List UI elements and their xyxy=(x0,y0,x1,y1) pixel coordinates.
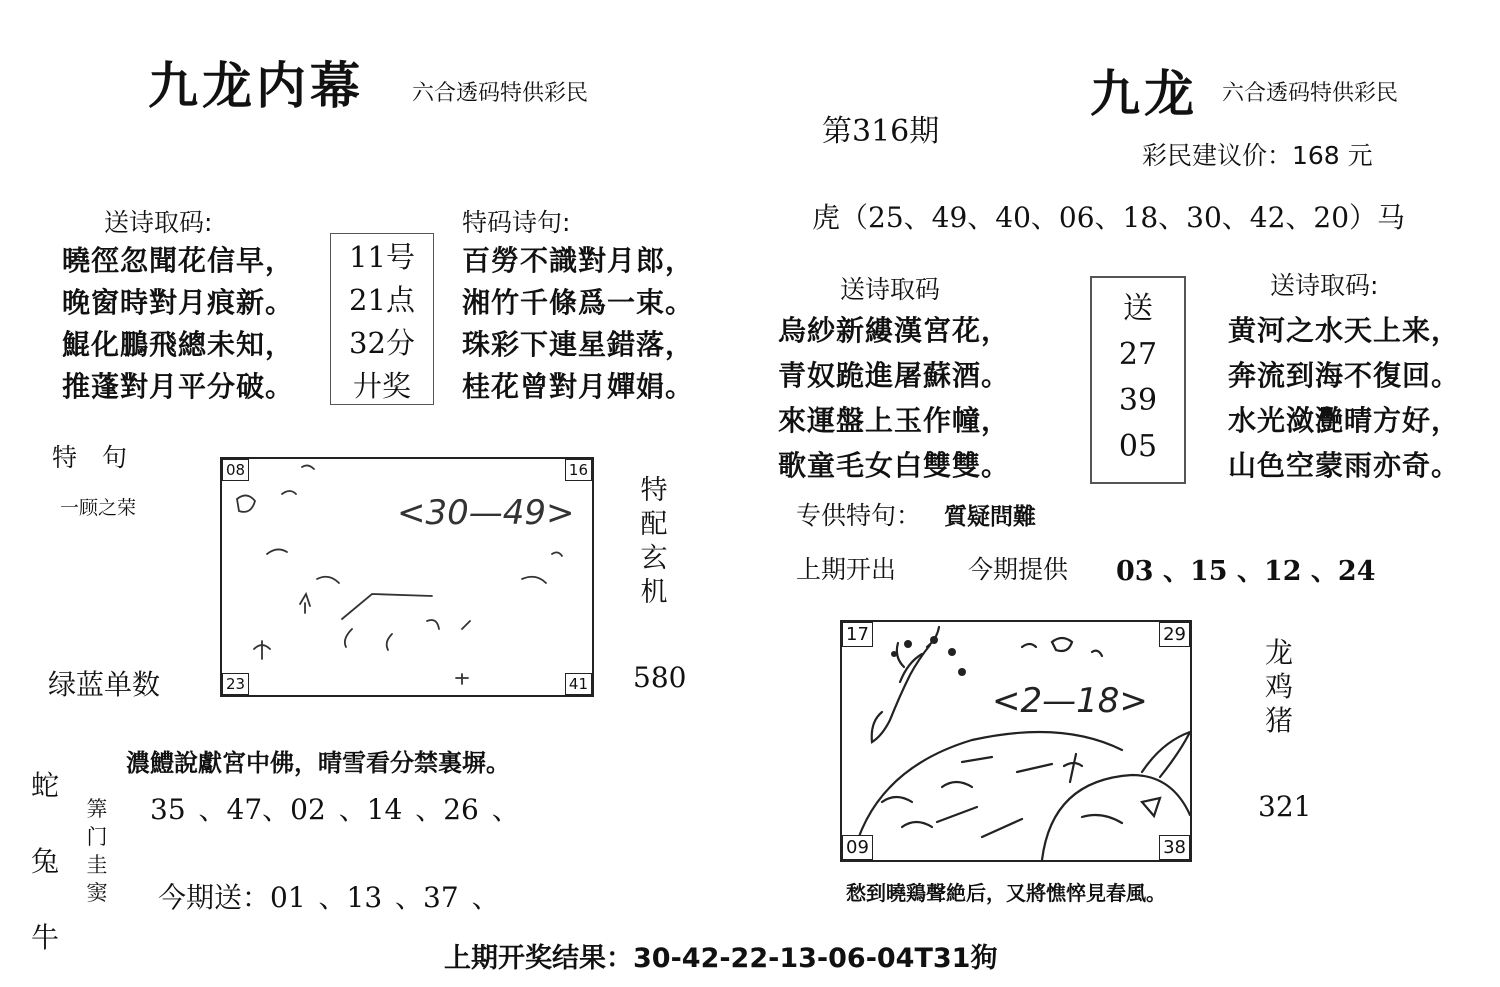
poem-line: 水光潋灧晴方好， xyxy=(1228,404,1461,437)
poem-line: 百勞不識對月郎， xyxy=(462,244,695,277)
poem-line: 鯤化鵬飛總未知， xyxy=(62,328,295,361)
number-321: 321 xyxy=(1258,790,1312,823)
riddle-char: 筭 xyxy=(86,797,108,821)
last-label: 上期开出 xyxy=(796,555,897,584)
special-value: 質疑問難 xyxy=(944,503,1036,530)
left-poem-heading: 送诗取码: xyxy=(104,208,213,237)
side-label xyxy=(637,474,671,610)
provide-label: 今期提供 xyxy=(968,555,1069,584)
corner-number: 38 xyxy=(1159,835,1190,860)
poem-line: 黄河之水天上来， xyxy=(1228,314,1461,347)
side-char: 特 xyxy=(640,475,668,506)
right-poem-left xyxy=(778,308,1010,488)
number-580: 580 xyxy=(633,661,687,694)
last-draw-result: 上期开奖结果：30-42-22-13-06-04T31狗 xyxy=(444,943,998,974)
send-box xyxy=(1090,276,1186,484)
corner-number: 16 xyxy=(565,459,592,481)
send-box-line: 送 xyxy=(1123,291,1153,326)
scribble-numbers: <2—18> xyxy=(992,681,1148,721)
poem-line: 桂花曾對月嬋娟。 xyxy=(462,370,695,403)
draw-info-line: 廾奖 xyxy=(352,369,411,403)
send-line: 今期送：01 、13 、37 、 xyxy=(158,881,500,914)
animal-item: 鸡 xyxy=(1264,670,1293,703)
poem-line: 山色空蒙雨亦奇。 xyxy=(1228,449,1461,482)
picture-caption: 愁到曉鶏聲絶后，又將憔悴見春風。 xyxy=(846,881,1166,905)
animal-list xyxy=(28,748,62,976)
side-animals xyxy=(1262,636,1296,738)
right-subtitle: 六合透码特供彩民 xyxy=(1222,81,1399,106)
side-char: 玄 xyxy=(640,543,668,574)
sketch-drawing xyxy=(222,459,592,695)
right-title: 九龙 xyxy=(1090,64,1198,123)
right-poem-heading-right: 送诗取码: xyxy=(1270,271,1379,300)
issue-number: 第316期 xyxy=(822,114,940,149)
special-poem xyxy=(462,240,694,408)
poem-line: 奔流到海不復回。 xyxy=(1228,359,1461,392)
poem-line: 珠彩下連星錯落， xyxy=(462,328,695,361)
corner-number: 08 xyxy=(222,459,249,481)
draw-info-line: 11号 xyxy=(349,240,415,274)
corner-number: 09 xyxy=(842,835,873,860)
poem-line: 青奴跪進屠蘇酒。 xyxy=(778,359,1011,392)
send-box-line: 39 xyxy=(1118,383,1158,418)
draw-info-line: 32分 xyxy=(349,326,415,360)
special-label: 专供特句： xyxy=(796,501,922,530)
draw-info-box xyxy=(330,233,434,405)
draw-info-line: 21点 xyxy=(349,283,415,317)
corner-number: 23 xyxy=(222,673,249,695)
send-box-line: 05 xyxy=(1118,429,1158,464)
side-char: 机 xyxy=(640,577,668,608)
left-poem xyxy=(62,240,294,408)
green-blue-label: 绿蓝单数 xyxy=(48,668,161,701)
left-hint-picture xyxy=(220,457,594,697)
poem-line-bottom: 濃鱧說獻宮中佛，晴雪看分禁裏塀。 xyxy=(126,748,510,777)
animal-item: 猪 xyxy=(1264,704,1293,737)
te-ju-value: 一顾之荣 xyxy=(60,497,137,519)
provide-numbers: 03 、15 、12 、24 xyxy=(1116,556,1376,587)
tiger-line: 虎（25、49、40、06、18、30、42、20）马 xyxy=(812,201,1406,234)
animal-item: 牛 xyxy=(30,921,59,954)
side-char: 配 xyxy=(640,509,668,540)
scribble-numbers: <30—49> xyxy=(397,493,575,533)
corner-number: 29 xyxy=(1159,622,1190,647)
right-poem-right xyxy=(1228,308,1460,488)
riddle-char: 圭 xyxy=(86,853,108,877)
special-heading: 特码诗句: xyxy=(462,208,571,237)
left-title: 九龙内幕 xyxy=(148,56,364,115)
left-subtitle: 六合透码特供彩民 xyxy=(412,81,589,106)
poem-line: 歌童毛女白雙雙。 xyxy=(778,449,1011,482)
animal-item: 龙 xyxy=(1264,636,1293,669)
poem-line: 曉徑忽聞花信早， xyxy=(62,244,295,277)
send-box-line: 27 xyxy=(1118,337,1158,372)
poem-line: 推蓬對月平分破。 xyxy=(62,370,295,403)
sketch-drawing xyxy=(842,622,1190,860)
te-ju-label: 特 句 xyxy=(52,443,128,472)
riddle-char: 门 xyxy=(86,825,108,849)
poem-line: 烏紗新縷漢宮花， xyxy=(778,314,1011,347)
poem-line: 湘竹千條爲一束。 xyxy=(462,286,695,319)
poem-line: 晚窗時對月痕新。 xyxy=(62,286,295,319)
animal-item: 兔 xyxy=(30,845,59,878)
numbers-line: 35 、47、02 、14 、26 、 xyxy=(150,793,520,826)
poem-line: 來運盤上玉作幢， xyxy=(778,404,1011,437)
riddle-label xyxy=(84,795,110,907)
corner-number: 41 xyxy=(565,673,592,695)
corner-number: 17 xyxy=(842,622,873,647)
riddle-char: 窦 xyxy=(86,881,108,905)
animal-item: 蛇 xyxy=(30,769,59,802)
right-poem-heading-left: 送诗取码 xyxy=(840,275,941,304)
right-hint-picture xyxy=(840,620,1192,862)
price: 彩民建议价：168 元 xyxy=(1142,141,1373,170)
